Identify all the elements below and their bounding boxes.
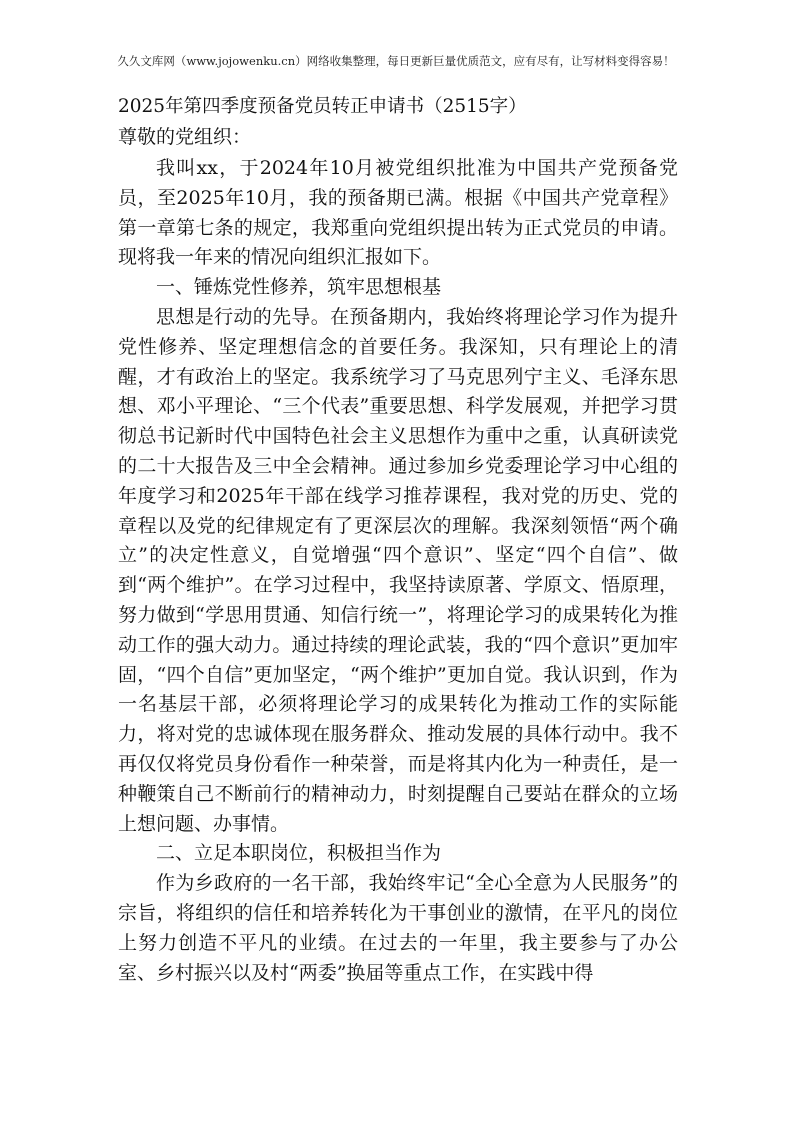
intro-paragraph: 我叫xx，于2024年10月被党组织批准为中国共产党预备党员，至2025年10月，我的预备期已满。根据《中国共产党章程》第一章第七条的规定，我郑重向党组织提出转为正式党员的申请。现将我一年来的情况向组织汇报如下。 xyxy=(118,157,678,269)
document-title: 2025年第四季度预备党员转正申请书（2515字） xyxy=(118,96,527,117)
section-2-heading: 二、立足本职岗位，积极担当作为 xyxy=(156,842,442,865)
section-1-heading: 一、锤炼党性修养，筑牢思想根基 xyxy=(156,276,442,299)
salutation: 尊敬的党组织： xyxy=(118,126,252,148)
document-body xyxy=(118,94,678,988)
section-2-paragraph: 作为乡政府的一名干部，我始终牢记“全心全意为人民服务”的宗旨，将组织的信任和培养转化为干事创业的激情，在平凡的岗位上努力创造不平凡的业绩。在过去的一年里，我主要参与了办公室、乡村振兴以及村“两委”换届等重点工作，在实践中得 xyxy=(118,872,678,984)
header-note: 久久文库网（www.jojowenku.cn）网络收集整理，每日更新巨量优质范文，应有尽有，让写材料变得容易！ xyxy=(117,54,675,68)
section-1-paragraph: 思想是行动的先导。在预备期内，我始终将理论学习作为提升党性修养、坚定理想信念的首要任务。我深知，只有理论上的清醒，才有政治上的坚定。我系统学习了马克思列宁主义、毛泽东思想、邓小平理论、“三个代表”重要思想、科学发展观，并把学习贯彻总书记新时代中国特色社会主义思想作为重中之重，认真研读党的二十大报告及三中全会精神。通过参加乡党委理论学习中心组的年度学习和2025年干部在线学习推荐课程，我对党的历史、党的章程以及党的纪律规定有了更深层次的理解。我深刻领悟“两个确立”的决定性意义，自觉增强“四个意识”、坚定“四个自信”、做到“两个维护”。在学习过程中，我坚持读原著、学原文、悟原理，努力做到“学思用贯通、知信行统一”，将理论学习的成果转化为推动工作的强大动力。通过持续的理论武装，我的“四个意识”更加牢固，“四个自信”更加坚定，“两个维护”更加自觉。我认识到，作为一名基层干部，必须将理论学习的成果转化为推动工作的实际能力，将对党的忠诚体现在服务群众、推动发展的具体行动中。我不再仅仅将党员身份看作一种荣誉，而是将其内化为一种责任，是一种鞭策自己不断前行的精神动力，时刻提醒自己要站在群众的立场上想问题、办事情。 xyxy=(118,305,678,835)
